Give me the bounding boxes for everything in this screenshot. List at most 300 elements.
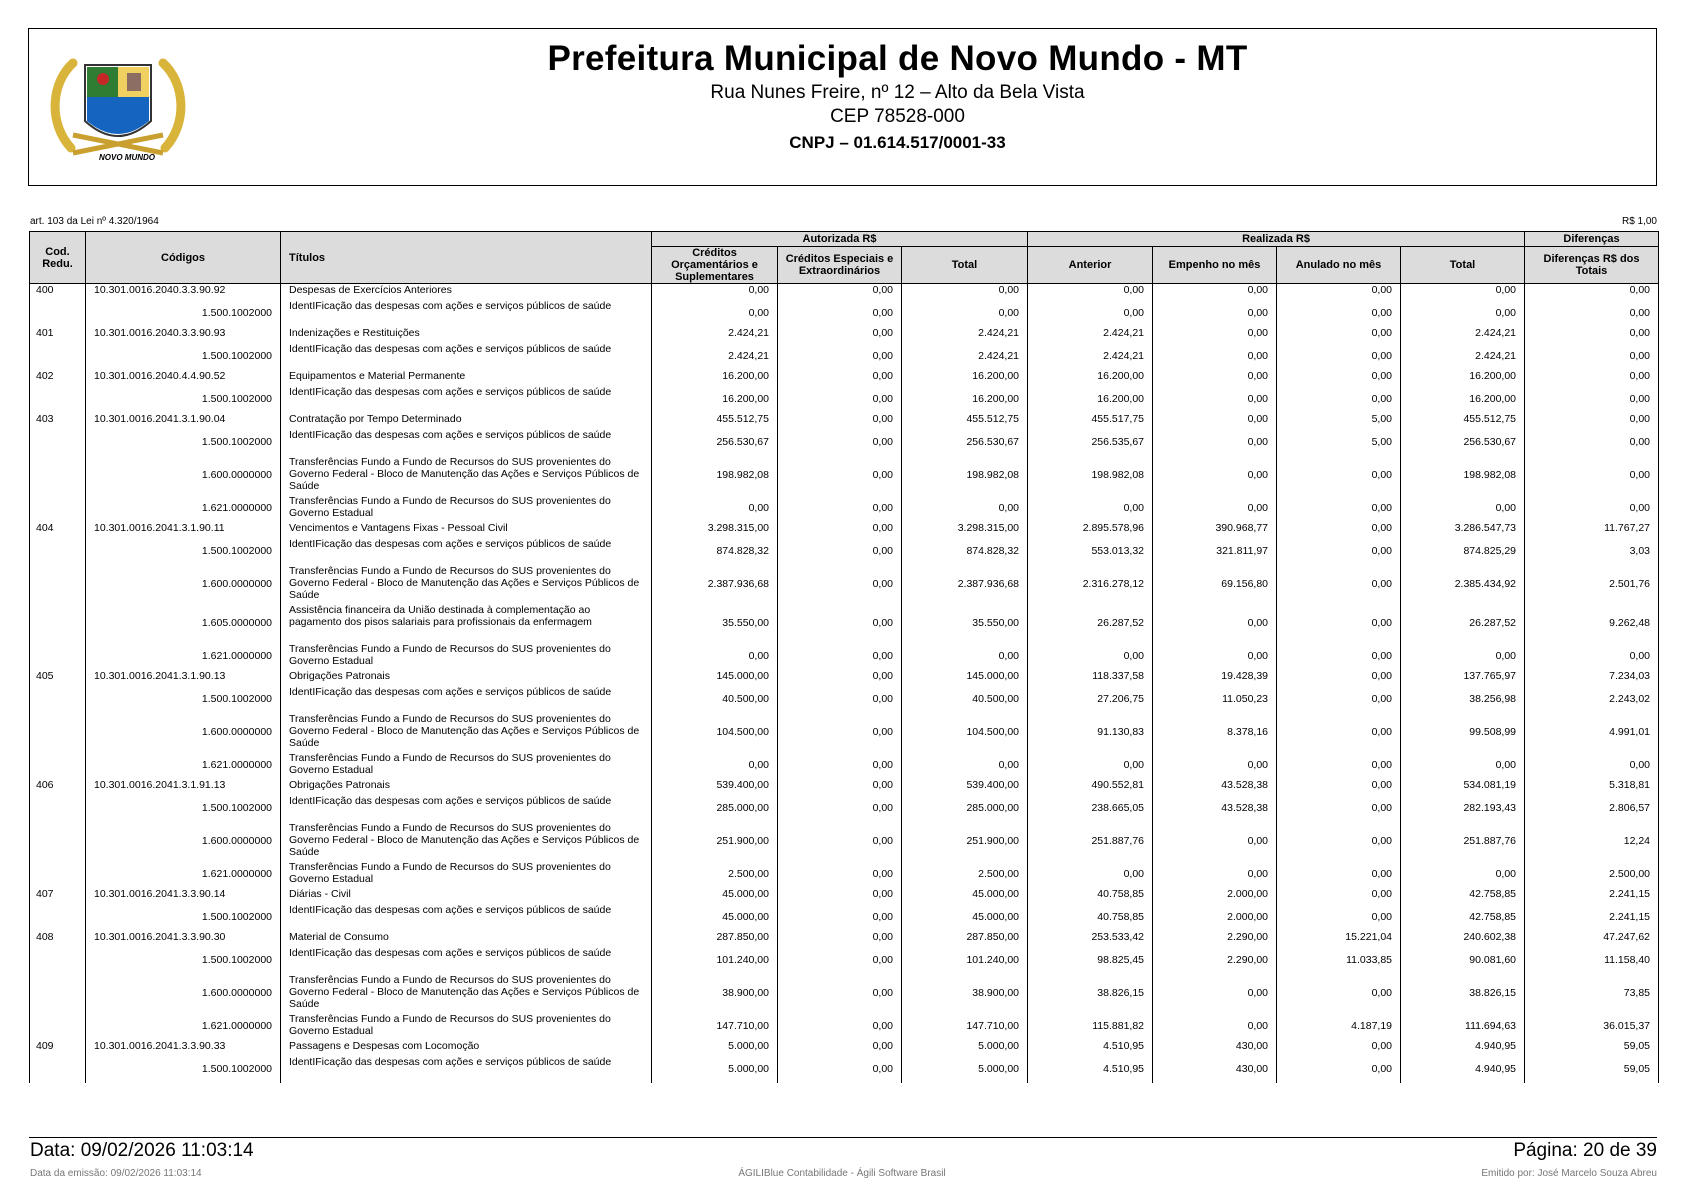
empenho-value: 0,00 [1153,370,1277,386]
codigo: 10.301.0016.2041.3.1.90.13 [86,670,281,686]
anulado-value: 0,00 [1277,1056,1401,1083]
anulado-value: 0,00 [1277,904,1401,931]
cod-redu [30,752,86,779]
creditos-especiais-value: 0,00 [778,300,902,327]
anterior-value: 4.510,95 [1028,1056,1153,1083]
cod-redu: 404 [30,522,86,538]
diferencas-value: 0,00 [1525,343,1659,370]
creditos-especiais-value: 0,00 [778,1056,902,1083]
anulado-value: 0,00 [1277,779,1401,795]
empenho-value: 0,00 [1153,343,1277,370]
titulo: IdentIFicação das despesas com ações e serviços públicos de saúde [281,538,652,565]
total-realizada-value: 0,00 [1401,643,1525,670]
total-realizada-value: 0,00 [1401,752,1525,779]
creditos-orcamentarios-value: 256.530,67 [652,429,778,456]
cod-redu: 402 [30,370,86,386]
anterior-value: 2.424,21 [1028,343,1153,370]
empenho-value: 43.528,38 [1153,795,1277,822]
creditos-especiais-value: 0,00 [778,713,902,752]
empenho-value: 0,00 [1153,1013,1277,1040]
table-row [30,565,1659,604]
titulo: Material de Consumo [281,931,652,947]
cnpj: CNPJ – 01.614.517/0001-33 [789,133,1006,152]
titulo: Equipamentos e Material Permanente [281,370,652,386]
cep: CEP 78528-000 [830,106,965,127]
anulado-value: 0,00 [1277,686,1401,713]
anulado-value: 0,00 [1277,643,1401,670]
codigo: 10.301.0016.2041.3.1.90.04 [86,413,281,429]
total-autorizada-value: 2.500,00 [902,861,1028,888]
diferencas-value: 59,05 [1525,1056,1659,1083]
titulo: Diárias - Civil [281,888,652,904]
creditos-especiais-value: 0,00 [778,370,902,386]
total-autorizada-value: 45.000,00 [902,904,1028,931]
creditos-especiais-value: 0,00 [778,604,902,643]
creditos-orcamentarios-value: 45.000,00 [652,888,778,904]
empenho-value: 390.968,77 [1153,522,1277,538]
total-autorizada-value: 2.424,21 [902,343,1028,370]
table-row [30,947,1659,974]
anterior-value: 0,00 [1028,284,1153,300]
total-autorizada-value: 2.387.936,68 [902,565,1028,604]
empenho-value: 0,00 [1153,429,1277,456]
table-row [30,327,1659,343]
total-autorizada-value: 0,00 [902,752,1028,779]
codigo: 1.621.0000000 [86,495,281,522]
total-autorizada-value: 145.000,00 [902,670,1028,686]
header-box [28,28,1657,186]
page-title: Prefeitura Municipal de Novo Mundo - MT [547,39,1248,78]
empenho-value: 0,00 [1153,495,1277,522]
creditos-orcamentarios-value: 0,00 [652,284,778,300]
total-autorizada-value: 5.000,00 [902,1056,1028,1083]
creditos-especiais-value: 0,00 [778,495,902,522]
codigo: 1.600.0000000 [86,713,281,752]
titulo: IdentIFicação das despesas com ações e serviços públicos de saúde [281,686,652,713]
total-realizada-value: 90.081,60 [1401,947,1525,974]
table-row [30,284,1659,300]
diferencas-value: 36.015,37 [1525,1013,1659,1040]
creditos-orcamentarios-value: 45.000,00 [652,904,778,931]
page-number: Página: 20 de 39 [1513,1140,1657,1161]
creditos-orcamentarios-value: 101.240,00 [652,947,778,974]
total-autorizada-value: 285.000,00 [902,795,1028,822]
total-autorizada-value: 35.550,00 [902,604,1028,643]
cod-redu [30,643,86,670]
anulado-value: 4.187,19 [1277,1013,1401,1040]
total-realizada-value: 2.424,21 [1401,327,1525,343]
anulado-value: 0,00 [1277,538,1401,565]
anulado-value: 0,00 [1277,522,1401,538]
col-titulos: Títulos [281,232,652,284]
empenho-value: 0,00 [1153,386,1277,413]
anulado-value: 0,00 [1277,713,1401,752]
table-row [30,779,1659,795]
total-autorizada-value: 0,00 [902,495,1028,522]
anulado-value: 0,00 [1277,456,1401,495]
creditos-especiais-value: 0,00 [778,343,902,370]
creditos-orcamentarios-value: 874.828,32 [652,538,778,565]
creditos-especiais-value: 0,00 [778,522,902,538]
creditos-orcamentarios-value: 539.400,00 [652,779,778,795]
codigo: 1.500.1002000 [86,947,281,974]
total-autorizada-value: 0,00 [902,643,1028,670]
creditos-especiais-value: 0,00 [778,386,902,413]
col-creditos-orcamentarios: Créditos Orçamentários e Suplementares [652,247,778,284]
total-realizada-value: 240.602,38 [1401,931,1525,947]
empenho-value: 43.528,38 [1153,779,1277,795]
codigo: 10.301.0016.2041.3.3.90.33 [86,1040,281,1056]
creditos-especiais-value: 0,00 [778,670,902,686]
codigo: 10.301.0016.2041.3.1.91.13 [86,779,281,795]
codigo: 1.621.0000000 [86,643,281,670]
emission-date: Data da emissão: 09/02/2026 11:03:14 [30,1168,202,1179]
titulo: Vencimentos e Vantagens Fixas - Pessoal Civil [281,522,652,538]
cod-redu [30,343,86,370]
total-autorizada-value: 45.000,00 [902,888,1028,904]
titulo: IdentIFicação das despesas com ações e serviços públicos de saúde [281,343,652,370]
diferencas-value: 0,00 [1525,300,1659,327]
creditos-orcamentarios-value: 0,00 [652,495,778,522]
creditos-especiais-value: 0,00 [778,904,902,931]
total-realizada-value: 26.287,52 [1401,604,1525,643]
table-row [30,1040,1659,1056]
cod-redu [30,386,86,413]
anterior-value: 0,00 [1028,643,1153,670]
anulado-value: 5,00 [1277,429,1401,456]
cod-redu [30,565,86,604]
codigo: 1.500.1002000 [86,538,281,565]
total-autorizada-value: 0,00 [902,284,1028,300]
titulo: Passagens e Despesas com Locomoção [281,1040,652,1056]
titulo: Transferências Fundo a Fundo de Recursos do SUS provenientes do Governo Estadual [281,861,652,888]
creditos-orcamentarios-value: 455.512,75 [652,413,778,429]
table-row [30,495,1659,522]
creditos-orcamentarios-value: 16.200,00 [652,386,778,413]
total-autorizada-value: 455.512,75 [902,413,1028,429]
titulo: Indenizações e Restituições [281,327,652,343]
cod-redu [30,861,86,888]
cod-redu [30,604,86,643]
codigo: 1.600.0000000 [86,565,281,604]
currency-unit: R$ 1,00 [1621,216,1657,227]
address: Rua Nunes Freire, nº 12 – Alto da Bela Vista [710,82,1085,103]
creditos-especiais-value: 0,00 [778,822,902,861]
codigo: 10.301.0016.2040.4.4.90.52 [86,370,281,386]
cod-redu [30,686,86,713]
table-row [30,300,1659,327]
creditos-orcamentarios-value: 2.424,21 [652,327,778,343]
creditos-orcamentarios-value: 147.710,00 [652,1013,778,1040]
codigo: 1.621.0000000 [86,1013,281,1040]
issued-by: Emitido por: José Marcelo Souza Abreu [1481,1168,1657,1179]
anterior-value: 118.337,58 [1028,670,1153,686]
total-realizada-value: 16.200,00 [1401,386,1525,413]
table-row [30,904,1659,931]
anterior-value: 2.895.578,96 [1028,522,1153,538]
anulado-value: 0,00 [1277,386,1401,413]
diferencas-value: 2.241,15 [1525,888,1659,904]
anterior-value: 27.206,75 [1028,686,1153,713]
codigo: 1.600.0000000 [86,456,281,495]
anterior-value: 253.533,42 [1028,931,1153,947]
diferencas-value: 0,00 [1525,413,1659,429]
table-row [30,522,1659,538]
empenho-value: 0,00 [1153,327,1277,343]
diferencas-value: 59,05 [1525,1040,1659,1056]
cod-redu [30,456,86,495]
anulado-value: 0,00 [1277,752,1401,779]
table-row [30,752,1659,779]
total-autorizada-value: 3.298.315,00 [902,522,1028,538]
cod-redu [30,822,86,861]
cod-redu [30,904,86,931]
table-row [30,1056,1659,1083]
anterior-value: 455.517,75 [1028,413,1153,429]
total-realizada-value: 42.758,85 [1401,888,1525,904]
anulado-value: 0,00 [1277,974,1401,1013]
total-autorizada-value: 287.850,00 [902,931,1028,947]
diferencas-value: 2.243,02 [1525,686,1659,713]
creditos-especiais-value: 0,00 [778,413,902,429]
total-realizada-value: 2.385.434,92 [1401,565,1525,604]
anterior-value: 0,00 [1028,861,1153,888]
titulo: Transferências Fundo a Fundo de Recursos do SUS provenientes do Governo Federal - Bloco de Manutenção das Ações e Serviços Públicos de Saúde [281,456,652,495]
anulado-value: 11.033,85 [1277,947,1401,974]
empenho-value: 2.290,00 [1153,947,1277,974]
creditos-orcamentarios-value: 2.424,21 [652,343,778,370]
cod-redu [30,947,86,974]
col-cod: Cod. Redu. [30,232,86,284]
cod-redu [30,300,86,327]
total-realizada-value: 198.982,08 [1401,456,1525,495]
anulado-value: 0,00 [1277,670,1401,686]
codigo: 1.600.0000000 [86,974,281,1013]
diferencas-value: 11.158,40 [1525,947,1659,974]
creditos-especiais-value: 0,00 [778,888,902,904]
col-codigos: Códigos [86,232,281,284]
empenho-value: 0,00 [1153,413,1277,429]
titulo: IdentIFicação das despesas com ações e serviços públicos de saúde [281,386,652,413]
table-row [30,604,1659,643]
anterior-value: 256.535,67 [1028,429,1153,456]
total-autorizada-value: 539.400,00 [902,779,1028,795]
table-row [30,643,1659,670]
creditos-orcamentarios-value: 2.500,00 [652,861,778,888]
diferencas-value: 73,85 [1525,974,1659,1013]
titulo: IdentIFicação das despesas com ações e serviços públicos de saúde [281,300,652,327]
creditos-orcamentarios-value: 145.000,00 [652,670,778,686]
creditos-orcamentarios-value: 38.900,00 [652,974,778,1013]
anterior-value: 238.665,05 [1028,795,1153,822]
anulado-value: 5,00 [1277,413,1401,429]
creditos-especiais-value: 0,00 [778,861,902,888]
cod-redu [30,713,86,752]
titulo: Obrigações Patronais [281,670,652,686]
anterior-value: 16.200,00 [1028,386,1153,413]
table-row [30,861,1659,888]
creditos-orcamentarios-value: 3.298.315,00 [652,522,778,538]
total-realizada-value: 0,00 [1401,284,1525,300]
creditos-orcamentarios-value: 0,00 [652,752,778,779]
diferencas-value: 2.500,00 [1525,861,1659,888]
codigo: 1.605.0000000 [86,604,281,643]
creditos-especiais-value: 0,00 [778,1040,902,1056]
codigo: 1.500.1002000 [86,795,281,822]
cod-redu [30,974,86,1013]
table-row [30,713,1659,752]
creditos-orcamentarios-value: 0,00 [652,300,778,327]
total-realizada-value: 38.826,15 [1401,974,1525,1013]
codigo: 1.500.1002000 [86,686,281,713]
total-realizada-value: 16.200,00 [1401,370,1525,386]
table-row [30,429,1659,456]
table-row [30,795,1659,822]
titulo: IdentIFicação das despesas com ações e serviços públicos de saúde [281,904,652,931]
anulado-value: 0,00 [1277,327,1401,343]
table-row [30,456,1659,495]
table-row [30,538,1659,565]
anulado-value: 0,00 [1277,888,1401,904]
creditos-especiais-value: 0,00 [778,779,902,795]
creditos-especiais-value: 0,00 [778,456,902,495]
total-realizada-value: 534.081,19 [1401,779,1525,795]
anterior-value: 490.552,81 [1028,779,1153,795]
total-realizada-value: 256.530,67 [1401,429,1525,456]
anterior-value: 0,00 [1028,495,1153,522]
diferencas-value: 11.767,27 [1525,522,1659,538]
creditos-orcamentarios-value: 287.850,00 [652,931,778,947]
creditos-orcamentarios-value: 5.000,00 [652,1056,778,1083]
creditos-especiais-value: 0,00 [778,565,902,604]
col-diferencas-totais: Diferenças R$ dos Totais [1525,247,1659,284]
creditos-orcamentarios-value: 16.200,00 [652,370,778,386]
creditos-orcamentarios-value: 35.550,00 [652,604,778,643]
total-realizada-value: 455.512,75 [1401,413,1525,429]
diferencas-value: 5.318,81 [1525,779,1659,795]
diferencas-value: 4.991,01 [1525,713,1659,752]
diferencas-value: 47.247,62 [1525,931,1659,947]
anterior-value: 0,00 [1028,752,1153,779]
anterior-value: 2.424,21 [1028,327,1153,343]
empenho-value: 0,00 [1153,300,1277,327]
anulado-value: 0,00 [1277,284,1401,300]
table-row [30,686,1659,713]
empenho-value: 0,00 [1153,861,1277,888]
anterior-value: 38.826,15 [1028,974,1153,1013]
codigo: 10.301.0016.2040.3.3.90.92 [86,284,281,300]
diferencas-value: 2.241,15 [1525,904,1659,931]
anterior-value: 4.510,95 [1028,1040,1153,1056]
col-anterior: Anterior [1028,247,1153,284]
titulo: Transferências Fundo a Fundo de Recursos do SUS provenientes do Governo Federal - Bloco de Manutenção das Ações e Serviços Públicos de Saúde [281,565,652,604]
empenho-value: 430,00 [1153,1056,1277,1083]
total-realizada-value: 42.758,85 [1401,904,1525,931]
diferencas-value: 0,00 [1525,370,1659,386]
anterior-value: 26.287,52 [1028,604,1153,643]
cod-redu: 401 [30,327,86,343]
titulo: Despesas de Exercícios Anteriores [281,284,652,300]
total-autorizada-value: 2.424,21 [902,327,1028,343]
empenho-value: 430,00 [1153,1040,1277,1056]
anterior-value: 0,00 [1028,300,1153,327]
creditos-especiais-value: 0,00 [778,429,902,456]
diferencas-value: 12,24 [1525,822,1659,861]
creditos-orcamentarios-value: 40.500,00 [652,686,778,713]
empenho-value: 0,00 [1153,604,1277,643]
total-autorizada-value: 5.000,00 [902,1040,1028,1056]
creditos-orcamentarios-value: 0,00 [652,643,778,670]
anterior-value: 40.758,85 [1028,888,1153,904]
cod-redu: 405 [30,670,86,686]
empenho-value: 11.050,23 [1153,686,1277,713]
codigo: 1.621.0000000 [86,861,281,888]
anterior-value: 2.316.278,12 [1028,565,1153,604]
diferencas-value: 0,00 [1525,495,1659,522]
cod-redu: 409 [30,1040,86,1056]
total-autorizada-value: 251.900,00 [902,822,1028,861]
anulado-value: 0,00 [1277,822,1401,861]
cod-redu [30,538,86,565]
diferencas-value: 0,00 [1525,456,1659,495]
creditos-orcamentarios-value: 5.000,00 [652,1040,778,1056]
total-autorizada-value: 101.240,00 [902,947,1028,974]
table-row [30,974,1659,1013]
anterior-value: 98.825,45 [1028,947,1153,974]
creditos-especiais-value: 0,00 [778,538,902,565]
table-row [30,413,1659,429]
footer-divider [29,1137,1657,1138]
footer-date: Data: 09/02/2026 11:03:14 [30,1140,254,1161]
anterior-value: 40.758,85 [1028,904,1153,931]
creditos-especiais-value: 0,00 [778,1013,902,1040]
col-anulado: Anulado no mês [1277,247,1401,284]
anterior-value: 198.982,08 [1028,456,1153,495]
diferencas-value: 2.806,57 [1525,795,1659,822]
cod-redu: 407 [30,888,86,904]
group-autorizada: Autorizada R$ [652,232,1028,247]
cod-redu: 400 [30,284,86,300]
cod-redu: 403 [30,413,86,429]
table-row [30,1013,1659,1040]
cod-redu [30,1013,86,1040]
anulado-value: 0,00 [1277,495,1401,522]
diferencas-value: 0,00 [1525,386,1659,413]
table-row [30,386,1659,413]
codigo: 1.500.1002000 [86,300,281,327]
empenho-value: 0,00 [1153,284,1277,300]
total-realizada-value: 99.508,99 [1401,713,1525,752]
anulado-value: 0,00 [1277,370,1401,386]
codigo: 1.500.1002000 [86,386,281,413]
empenho-value: 19.428,39 [1153,670,1277,686]
anulado-value: 0,00 [1277,300,1401,327]
creditos-especiais-value: 0,00 [778,931,902,947]
cod-redu: 408 [30,931,86,947]
anterior-value: 16.200,00 [1028,370,1153,386]
total-autorizada-value: 38.900,00 [902,974,1028,1013]
creditos-especiais-value: 0,00 [778,643,902,670]
creditos-orcamentarios-value: 285.000,00 [652,795,778,822]
creditos-orcamentarios-value: 2.387.936,68 [652,565,778,604]
anterior-value: 91.130,83 [1028,713,1153,752]
empenho-value: 69.156,80 [1153,565,1277,604]
titulo: IdentIFicação das despesas com ações e serviços públicos de saúde [281,1056,652,1083]
titulo: Transferências Fundo a Fundo de Recursos do SUS provenientes do Governo Estadual [281,495,652,522]
codigo: 10.301.0016.2041.3.3.90.30 [86,931,281,947]
codigo: 1.600.0000000 [86,822,281,861]
table-row [30,343,1659,370]
